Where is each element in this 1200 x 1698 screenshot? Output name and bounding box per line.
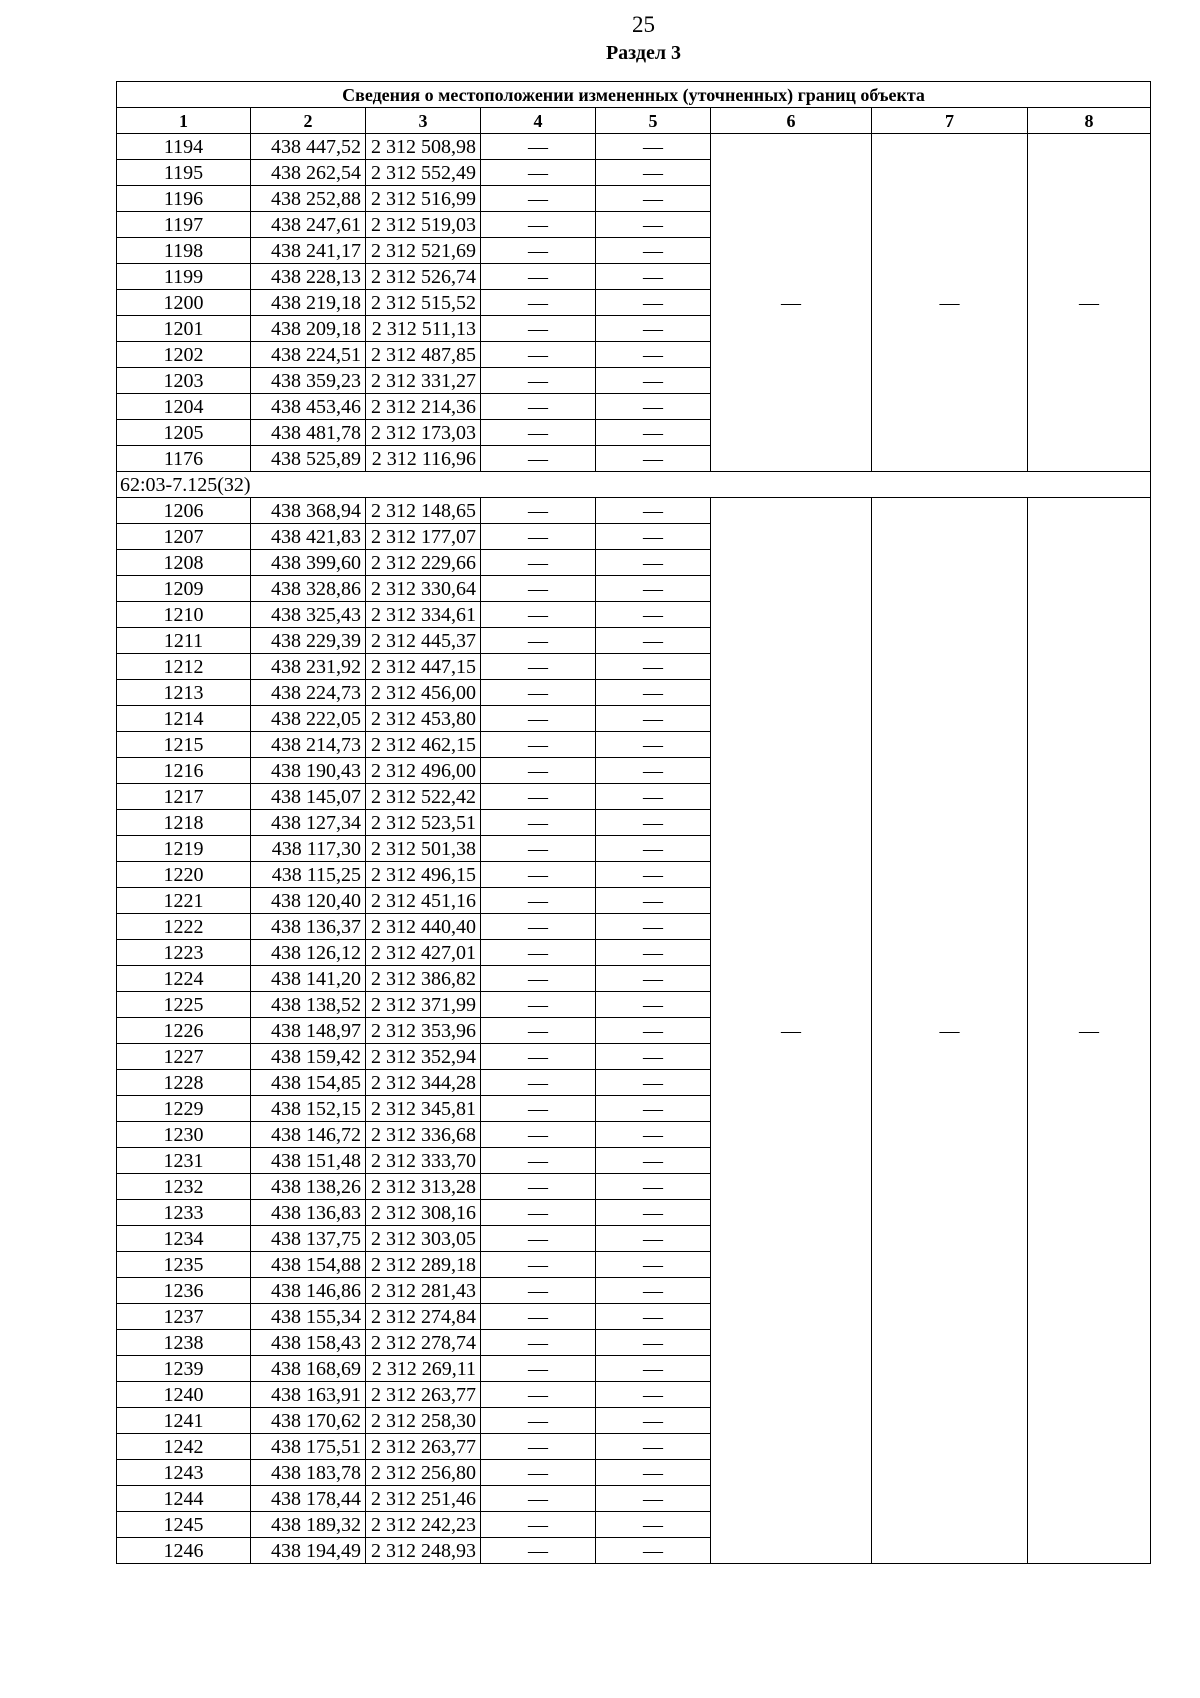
cell-col-1: 1238 [117, 1330, 251, 1356]
cell-col-2: 438 453,46 [251, 394, 366, 420]
table-caption-row [117, 82, 1151, 108]
cell-col-5: — [596, 264, 711, 290]
cell-col-5: — [596, 1486, 711, 1512]
cell-col-3: 2 312 303,05 [366, 1226, 481, 1252]
cell-col-3: 2 312 214,36 [366, 394, 481, 420]
cell-col-5: — [596, 316, 711, 342]
cell-col-2: 438 252,88 [251, 186, 366, 212]
cell-col-3: 2 312 508,98 [366, 134, 481, 160]
cell-col-5: — [596, 888, 711, 914]
cell-col-4: — [481, 394, 596, 420]
cell-col-5: — [596, 1278, 711, 1304]
cell-col-4: — [481, 134, 596, 160]
cell-col-2: 438 481,78 [251, 420, 366, 446]
cell-col-3: 2 312 453,80 [366, 706, 481, 732]
cell-col-2: 438 168,69 [251, 1356, 366, 1382]
cell-col-3: 2 312 289,18 [366, 1252, 481, 1278]
cell-col-3: 2 312 263,77 [366, 1434, 481, 1460]
cell-col-2: 438 127,34 [251, 810, 366, 836]
merged-cell-col-7: — [872, 134, 1028, 472]
cell-col-1: 1231 [117, 1148, 251, 1174]
cell-col-1: 1245 [117, 1512, 251, 1538]
cell-col-5: — [596, 1148, 711, 1174]
cell-col-4: — [481, 628, 596, 654]
cell-col-3: 2 312 451,16 [366, 888, 481, 914]
cell-col-2: 438 399,60 [251, 550, 366, 576]
cell-col-1: 1176 [117, 446, 251, 472]
cell-col-1: 1206 [117, 498, 251, 524]
cell-col-1: 1241 [117, 1408, 251, 1434]
cell-col-5: — [596, 498, 711, 524]
cell-col-4: — [481, 524, 596, 550]
cell-col-4: — [481, 238, 596, 264]
cell-col-3: 2 312 248,93 [366, 1538, 481, 1564]
cell-col-5: — [596, 368, 711, 394]
cell-col-1: 1233 [117, 1200, 251, 1226]
cell-col-2: 438 228,13 [251, 264, 366, 290]
cell-col-5: — [596, 238, 711, 264]
merged-cell-col-8: — [1028, 498, 1151, 1564]
boundary-coordinates-table [116, 81, 1151, 1564]
cell-col-5: — [596, 1122, 711, 1148]
cell-col-2: 438 117,30 [251, 836, 366, 862]
cell-col-3: 2 312 353,96 [366, 1018, 481, 1044]
cell-col-3: 2 312 462,15 [366, 732, 481, 758]
cell-col-4: — [481, 836, 596, 862]
column-header-2: 2 [251, 108, 366, 134]
cell-col-4: — [481, 732, 596, 758]
cell-col-2: 438 209,18 [251, 316, 366, 342]
cell-col-4: — [481, 1200, 596, 1226]
cell-col-2: 438 231,92 [251, 654, 366, 680]
cell-col-1: 1201 [117, 316, 251, 342]
cell-col-3: 2 312 344,28 [366, 1070, 481, 1096]
cell-col-4: — [481, 1512, 596, 1538]
column-header-1: 1 [117, 108, 251, 134]
cell-col-4: — [481, 1148, 596, 1174]
cell-col-1: 1207 [117, 524, 251, 550]
cell-col-5: — [596, 576, 711, 602]
cell-col-2: 438 178,44 [251, 1486, 366, 1512]
cell-col-1: 1204 [117, 394, 251, 420]
cell-col-2: 438 219,18 [251, 290, 366, 316]
cell-col-3: 2 312 313,28 [366, 1174, 481, 1200]
cell-col-4: — [481, 1408, 596, 1434]
cell-col-2: 438 241,17 [251, 238, 366, 264]
cell-col-4: — [481, 992, 596, 1018]
cell-col-4: — [481, 1538, 596, 1564]
cell-col-5: — [596, 784, 711, 810]
cell-col-3: 2 312 386,82 [366, 966, 481, 992]
cell-col-1: 1215 [117, 732, 251, 758]
cell-col-4: — [481, 706, 596, 732]
cell-col-1: 1194 [117, 134, 251, 160]
cell-col-1: 1239 [117, 1356, 251, 1382]
cell-col-4: — [481, 1434, 596, 1460]
cell-col-5: — [596, 836, 711, 862]
table-row [117, 134, 1151, 160]
cell-col-1: 1226 [117, 1018, 251, 1044]
cell-col-3: 2 312 263,77 [366, 1382, 481, 1408]
merged-cell-col-7: — [872, 498, 1028, 1564]
column-header-4: 4 [481, 108, 596, 134]
cell-col-4: — [481, 654, 596, 680]
cell-col-5: — [596, 1538, 711, 1564]
cell-col-2: 438 175,51 [251, 1434, 366, 1460]
cell-col-2: 438 152,15 [251, 1096, 366, 1122]
cell-col-1: 1227 [117, 1044, 251, 1070]
cell-col-1: 1244 [117, 1486, 251, 1512]
cell-col-1: 1218 [117, 810, 251, 836]
cell-col-5: — [596, 160, 711, 186]
cell-col-2: 438 158,43 [251, 1330, 366, 1356]
cell-col-4: — [481, 1330, 596, 1356]
cell-col-2: 438 151,48 [251, 1148, 366, 1174]
cell-col-2: 438 148,97 [251, 1018, 366, 1044]
cell-col-4: — [481, 212, 596, 238]
cell-col-3: 2 312 516,99 [366, 186, 481, 212]
cell-col-2: 438 325,43 [251, 602, 366, 628]
cell-col-2: 438 368,94 [251, 498, 366, 524]
cell-col-5: — [596, 1226, 711, 1252]
cell-col-1: 1198 [117, 238, 251, 264]
cell-col-3: 2 312 173,03 [366, 420, 481, 446]
cell-col-2: 438 190,43 [251, 758, 366, 784]
cell-col-3: 2 312 308,16 [366, 1200, 481, 1226]
cell-col-5: — [596, 1044, 711, 1070]
cell-col-1: 1235 [117, 1252, 251, 1278]
cell-col-3: 2 312 456,00 [366, 680, 481, 706]
cell-col-1: 1229 [117, 1096, 251, 1122]
cell-col-1: 1200 [117, 290, 251, 316]
cell-col-4: — [481, 1356, 596, 1382]
cell-col-4: — [481, 680, 596, 706]
cell-col-1: 1228 [117, 1070, 251, 1096]
cell-col-2: 438 447,52 [251, 134, 366, 160]
cell-col-1: 1196 [117, 186, 251, 212]
cell-col-2: 438 138,52 [251, 992, 366, 1018]
cell-col-1: 1242 [117, 1434, 251, 1460]
cell-col-5: — [596, 186, 711, 212]
cell-col-1: 1214 [117, 706, 251, 732]
cell-col-1: 1217 [117, 784, 251, 810]
cell-col-4: — [481, 914, 596, 940]
cell-col-4: — [481, 368, 596, 394]
cell-col-5: — [596, 446, 711, 472]
cell-col-4: — [481, 576, 596, 602]
cell-col-2: 438 222,05 [251, 706, 366, 732]
cell-col-2: 438 328,86 [251, 576, 366, 602]
cell-col-5: — [596, 602, 711, 628]
cell-col-5: — [596, 1200, 711, 1226]
cell-col-5: — [596, 1070, 711, 1096]
cell-col-4: — [481, 420, 596, 446]
cell-col-5: — [596, 1512, 711, 1538]
cell-col-3: 2 312 523,51 [366, 810, 481, 836]
column-header-6: 6 [711, 108, 872, 134]
cell-col-2: 438 163,91 [251, 1382, 366, 1408]
cell-col-1: 1212 [117, 654, 251, 680]
cell-col-1: 1197 [117, 212, 251, 238]
cell-col-5: — [596, 810, 711, 836]
cell-col-4: — [481, 1486, 596, 1512]
cell-col-4: — [481, 342, 596, 368]
cell-col-1: 1223 [117, 940, 251, 966]
cell-col-3: 2 312 447,15 [366, 654, 481, 680]
cell-col-5: — [596, 940, 711, 966]
cell-col-4: — [481, 862, 596, 888]
cell-col-5: — [596, 1174, 711, 1200]
cell-col-2: 438 120,40 [251, 888, 366, 914]
cell-col-4: — [481, 160, 596, 186]
cell-col-1: 1225 [117, 992, 251, 1018]
cell-col-3: 2 312 496,00 [366, 758, 481, 784]
cell-col-2: 438 136,83 [251, 1200, 366, 1226]
cell-col-3: 2 312 334,61 [366, 602, 481, 628]
table-body [117, 134, 1151, 1564]
cell-col-2: 438 154,88 [251, 1252, 366, 1278]
cell-col-2: 438 146,86 [251, 1278, 366, 1304]
merged-cell-col-6: — [711, 498, 872, 1564]
cell-col-5: — [596, 992, 711, 1018]
cell-col-5: — [596, 654, 711, 680]
cell-col-5: — [596, 1408, 711, 1434]
cell-col-3: 2 312 522,42 [366, 784, 481, 810]
cell-col-1: 1243 [117, 1460, 251, 1486]
cell-col-2: 438 194,49 [251, 1538, 366, 1564]
cell-col-2: 438 170,62 [251, 1408, 366, 1434]
cell-col-4: — [481, 186, 596, 212]
cell-col-2: 438 224,51 [251, 342, 366, 368]
cell-col-5: — [596, 1304, 711, 1330]
cell-col-2: 438 159,42 [251, 1044, 366, 1070]
cell-col-4: — [481, 784, 596, 810]
cell-col-1: 1236 [117, 1278, 251, 1304]
cell-col-2: 438 154,85 [251, 1070, 366, 1096]
group-label: 62:03-7.125(32) [117, 472, 1151, 498]
cell-col-4: — [481, 966, 596, 992]
cell-col-4: — [481, 1252, 596, 1278]
cell-col-3: 2 312 496,15 [366, 862, 481, 888]
cell-col-3: 2 312 331,27 [366, 368, 481, 394]
cell-col-5: — [596, 524, 711, 550]
cell-col-3: 2 312 515,52 [366, 290, 481, 316]
cell-col-3: 2 312 445,37 [366, 628, 481, 654]
cell-col-3: 2 312 256,80 [366, 1460, 481, 1486]
cell-col-3: 2 312 333,70 [366, 1148, 481, 1174]
cell-col-1: 1219 [117, 836, 251, 862]
table-row [117, 498, 1151, 524]
cell-col-3: 2 312 281,43 [366, 1278, 481, 1304]
cell-col-3: 2 312 242,23 [366, 1512, 481, 1538]
cell-col-2: 438 115,25 [251, 862, 366, 888]
cell-col-1: 1195 [117, 160, 251, 186]
cell-col-2: 438 126,12 [251, 940, 366, 966]
cell-col-5: — [596, 1018, 711, 1044]
cell-col-1: 1221 [117, 888, 251, 914]
cell-col-5: — [596, 914, 711, 940]
cell-col-1: 1210 [117, 602, 251, 628]
cell-col-5: — [596, 1330, 711, 1356]
cell-col-3: 2 312 345,81 [366, 1096, 481, 1122]
merged-cell-col-6: — [711, 134, 872, 472]
cell-col-3: 2 312 552,49 [366, 160, 481, 186]
cell-col-2: 438 155,34 [251, 1304, 366, 1330]
cell-col-3: 2 312 519,03 [366, 212, 481, 238]
cell-col-4: — [481, 940, 596, 966]
cell-col-5: — [596, 1460, 711, 1486]
group-row [117, 472, 1151, 498]
cell-col-2: 438 146,72 [251, 1122, 366, 1148]
cell-col-2: 438 183,78 [251, 1460, 366, 1486]
cell-col-3: 2 312 521,69 [366, 238, 481, 264]
cell-col-3: 2 312 148,65 [366, 498, 481, 524]
cell-col-5: — [596, 680, 711, 706]
cell-col-5: — [596, 1382, 711, 1408]
cell-col-1: 1208 [117, 550, 251, 576]
cell-col-4: — [481, 550, 596, 576]
cell-col-4: — [481, 446, 596, 472]
cell-col-1: 1240 [117, 1382, 251, 1408]
cell-col-3: 2 312 526,74 [366, 264, 481, 290]
cell-col-2: 438 189,32 [251, 1512, 366, 1538]
cell-col-4: — [481, 810, 596, 836]
cell-col-5: — [596, 706, 711, 732]
cell-col-1: 1222 [117, 914, 251, 940]
cell-col-4: — [481, 1304, 596, 1330]
cell-col-4: — [481, 1096, 596, 1122]
cell-col-3: 2 312 274,84 [366, 1304, 481, 1330]
cell-col-3: 2 312 511,13 [366, 316, 481, 342]
cell-col-3: 2 312 352,94 [366, 1044, 481, 1070]
column-header-5: 5 [596, 108, 711, 134]
cell-col-1: 1216 [117, 758, 251, 784]
column-header-row [117, 108, 1151, 134]
cell-col-5: — [596, 862, 711, 888]
cell-col-5: — [596, 394, 711, 420]
cell-col-1: 1234 [117, 1226, 251, 1252]
cell-col-1: 1230 [117, 1122, 251, 1148]
cell-col-2: 438 145,07 [251, 784, 366, 810]
cell-col-2: 438 214,73 [251, 732, 366, 758]
column-header-8: 8 [1028, 108, 1151, 134]
cell-col-4: — [481, 1070, 596, 1096]
cell-col-4: — [481, 602, 596, 628]
cell-col-2: 438 229,39 [251, 628, 366, 654]
cell-col-5: — [596, 134, 711, 160]
cell-col-3: 2 312 258,30 [366, 1408, 481, 1434]
cell-col-2: 438 141,20 [251, 966, 366, 992]
cell-col-5: — [596, 966, 711, 992]
cell-col-4: — [481, 498, 596, 524]
cell-col-3: 2 312 278,74 [366, 1330, 481, 1356]
section-title: Раздел 3 [605, 42, 682, 64]
page-number: 25 [632, 12, 655, 37]
cell-col-5: — [596, 290, 711, 316]
cell-col-3: 2 312 251,46 [366, 1486, 481, 1512]
cell-col-1: 1209 [117, 576, 251, 602]
cell-col-3: 2 312 427,01 [366, 940, 481, 966]
cell-col-1: 1246 [117, 1538, 251, 1564]
column-header-7: 7 [872, 108, 1028, 134]
cell-col-2: 438 262,54 [251, 160, 366, 186]
cell-col-3: 2 312 269,11 [366, 1356, 481, 1382]
cell-col-1: 1213 [117, 680, 251, 706]
cell-col-1: 1211 [117, 628, 251, 654]
cell-col-4: — [481, 316, 596, 342]
cell-col-3: 2 312 229,66 [366, 550, 481, 576]
cell-col-4: — [481, 264, 596, 290]
cell-col-5: — [596, 1434, 711, 1460]
cell-col-2: 438 137,75 [251, 1226, 366, 1252]
cell-col-2: 438 525,89 [251, 446, 366, 472]
cell-col-2: 438 138,26 [251, 1174, 366, 1200]
cell-col-3: 2 312 371,99 [366, 992, 481, 1018]
cell-col-2: 438 421,83 [251, 524, 366, 550]
cell-col-3: 2 312 116,96 [366, 446, 481, 472]
cell-col-4: — [481, 1278, 596, 1304]
cell-col-1: 1220 [117, 862, 251, 888]
column-header-3: 3 [366, 108, 481, 134]
cell-col-3: 2 312 177,07 [366, 524, 481, 550]
cell-col-3: 2 312 501,38 [366, 836, 481, 862]
cell-col-4: — [481, 1460, 596, 1486]
cell-col-5: — [596, 732, 711, 758]
cell-col-5: — [596, 342, 711, 368]
cell-col-3: 2 312 440,40 [366, 914, 481, 940]
cell-col-5: — [596, 1252, 711, 1278]
cell-col-4: — [481, 1044, 596, 1070]
cell-col-3: 2 312 330,64 [366, 576, 481, 602]
cell-col-1: 1205 [117, 420, 251, 446]
cell-col-5: — [596, 420, 711, 446]
cell-col-5: — [596, 212, 711, 238]
cell-col-4: — [481, 1382, 596, 1408]
cell-col-1: 1224 [117, 966, 251, 992]
cell-col-2: 438 359,23 [251, 368, 366, 394]
cell-col-1: 1232 [117, 1174, 251, 1200]
cell-col-1: 1203 [117, 368, 251, 394]
cell-col-2: 438 136,37 [251, 914, 366, 940]
cell-col-2: 438 224,73 [251, 680, 366, 706]
cell-col-1: 1199 [117, 264, 251, 290]
cell-col-5: — [596, 1356, 711, 1382]
cell-col-3: 2 312 487,85 [366, 342, 481, 368]
cell-col-4: — [481, 1122, 596, 1148]
cell-col-5: — [596, 550, 711, 576]
cell-col-1: 1237 [117, 1304, 251, 1330]
cell-col-4: — [481, 1018, 596, 1044]
cell-col-5: — [596, 758, 711, 784]
cell-col-1: 1202 [117, 342, 251, 368]
cell-col-5: — [596, 628, 711, 654]
cell-col-4: — [481, 290, 596, 316]
table-caption: Сведения о местоположении измененных (уточненных) границ объекта [117, 82, 1151, 108]
cell-col-5: — [596, 1096, 711, 1122]
cell-col-2: 438 247,61 [251, 212, 366, 238]
cell-col-4: — [481, 1226, 596, 1252]
cell-col-4: — [481, 1174, 596, 1200]
cell-col-4: — [481, 888, 596, 914]
cell-col-4: — [481, 758, 596, 784]
cell-col-3: 2 312 336,68 [366, 1122, 481, 1148]
merged-cell-col-8: — [1028, 134, 1151, 472]
